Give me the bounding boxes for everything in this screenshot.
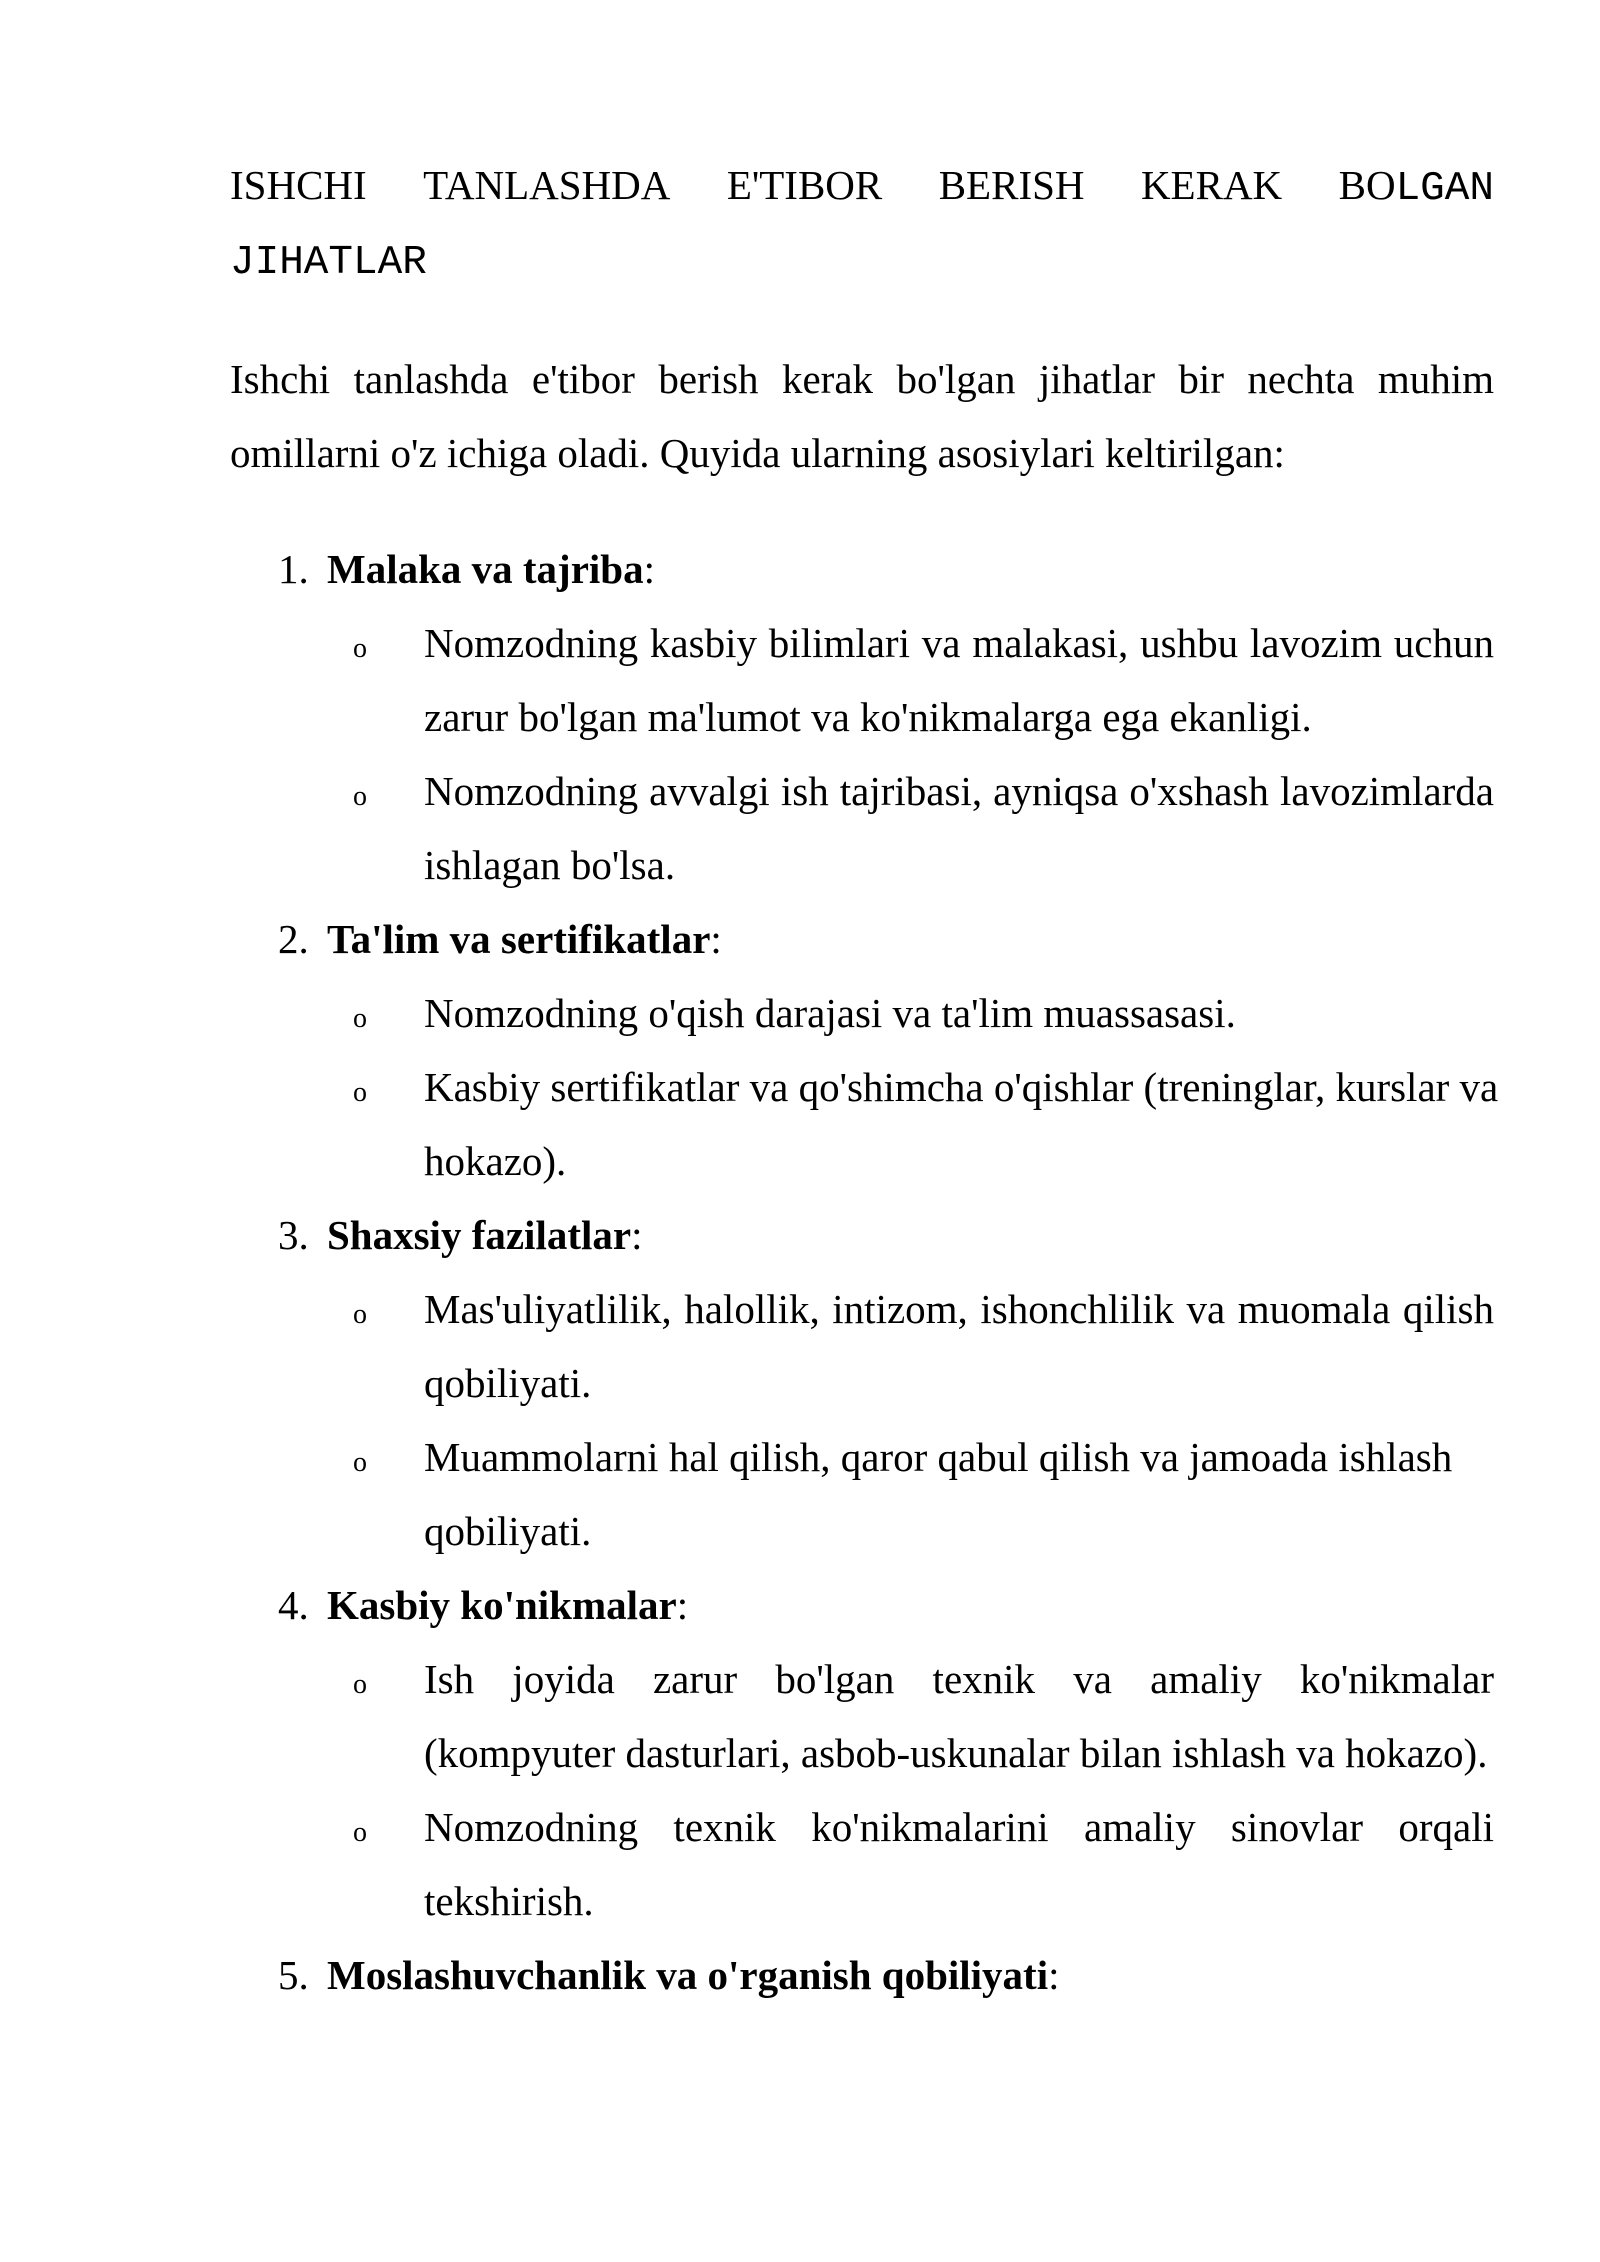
title-line-1 xyxy=(230,148,1494,226)
item-title: Kasbiy ko'nikmalar xyxy=(327,1582,677,1628)
title-word-3: E'TIBOR xyxy=(726,162,883,208)
bullet-icon: o xyxy=(353,1447,367,1478)
item-points xyxy=(327,976,1499,1198)
item-number: 2. xyxy=(278,916,309,962)
bullet-icon: o xyxy=(353,781,367,812)
title-word-2: TANLASHDA xyxy=(423,162,671,208)
item-title: Moslashuvchanlik va o'rganish qobiliyati xyxy=(327,1952,1049,1998)
item-number: 4. xyxy=(278,1582,309,1628)
title-line-2: JIHATLAR xyxy=(230,240,427,286)
criteria-list xyxy=(230,532,1499,2012)
item-point xyxy=(327,1790,1494,1938)
item-number: 3. xyxy=(278,1212,309,1258)
item-colon: : xyxy=(631,1212,643,1258)
item-title: Ta'lim va sertifikatlar xyxy=(327,916,711,962)
title-word-5: KERAK xyxy=(1140,162,1283,208)
intro-paragraph: Ishchi tanlashda e'tibor berish kerak bo'lgan jihatlar bir nechta muhim omillarni o'z ichiga oladi. Quyida ularning asosiylari keltirilgan: xyxy=(230,356,1494,476)
item-point-text: Nomzodning texnik ko'nikmalarini amaliy sinovlar orqali tekshirish. xyxy=(424,1804,1494,1924)
item-point xyxy=(327,754,1494,902)
criteria-item-5 xyxy=(230,1938,1494,2012)
bullet-icon: o xyxy=(353,1003,367,1034)
item-point xyxy=(327,1272,1494,1420)
item-point-text: Nomzodning o'qish darajasi va ta'lim muassasasi. xyxy=(424,990,1236,1036)
item-number: 5. xyxy=(278,1952,309,1998)
bullet-icon: o xyxy=(353,1817,367,1848)
bullet-icon: o xyxy=(353,1299,367,1330)
item-point-text: Nomzodning avvalgi ish tajribasi, ayniqsa o'xshash lavozimlarda ishlagan bo'lsa. xyxy=(424,768,1494,888)
item-colon: : xyxy=(710,916,722,962)
item-point-text: Mas'uliyatlilik, halollik, intizom, ishonchlilik va muomala qilish qobiliyati. xyxy=(424,1286,1494,1406)
title-word-1: ISHCHI xyxy=(230,162,367,208)
bullet-icon: o xyxy=(353,1077,367,1108)
bullet-icon: o xyxy=(353,1669,367,1700)
item-points xyxy=(327,606,1494,902)
item-colon: : xyxy=(1048,1952,1060,1998)
item-title: Malaka va tajriba xyxy=(327,546,644,592)
item-point xyxy=(327,1420,1508,1568)
bullet-icon: o xyxy=(353,633,367,664)
item-point-text: Ish joyida zarur bo'lgan texnik va amaliy ko'nikmalar (kompyuter dasturlari, asbob-uskunalar bilan ishlash va hokazo). xyxy=(424,1656,1494,1776)
item-number: 1. xyxy=(278,546,309,592)
criteria-item-4 xyxy=(230,1568,1494,1938)
item-point xyxy=(327,976,1494,1050)
title-word-6 xyxy=(1339,148,1494,226)
item-title: Shaxsiy fazilatlar xyxy=(327,1212,632,1258)
item-points xyxy=(327,1642,1494,1938)
title-word-6-serif: BO xyxy=(1338,162,1396,208)
item-point xyxy=(327,606,1494,754)
item-colon: : xyxy=(676,1582,689,1628)
document-title xyxy=(230,148,1494,300)
criteria-item-3 xyxy=(230,1198,1494,1568)
document-page xyxy=(230,148,1499,2012)
item-point-text: Nomzodning kasbiy bilimlari va malakasi, ushbu lavozim uchun zarur bo'lgan ma'lumot va ko'nikmalarga ega ekanligi. xyxy=(424,620,1494,740)
item-point-text: Muammolarni hal qilish, qaror qabul qilish va jamoada ishlash qobiliyati. xyxy=(424,1434,1453,1554)
item-colon: : xyxy=(643,546,655,592)
item-points xyxy=(327,1272,1494,1568)
item-point xyxy=(327,1050,1508,1198)
item-point-text: Kasbiy sertifikatlar va qo'shimcha o'qishlar (treninglar, kurslar va hokazo). xyxy=(424,1064,1499,1184)
title-word-6-mono: LGAN xyxy=(1395,166,1494,212)
criteria-item-2 xyxy=(230,902,1499,1198)
item-point xyxy=(327,1642,1494,1790)
criteria-item-1 xyxy=(230,532,1494,902)
title-word-4: BERISH xyxy=(938,162,1085,208)
